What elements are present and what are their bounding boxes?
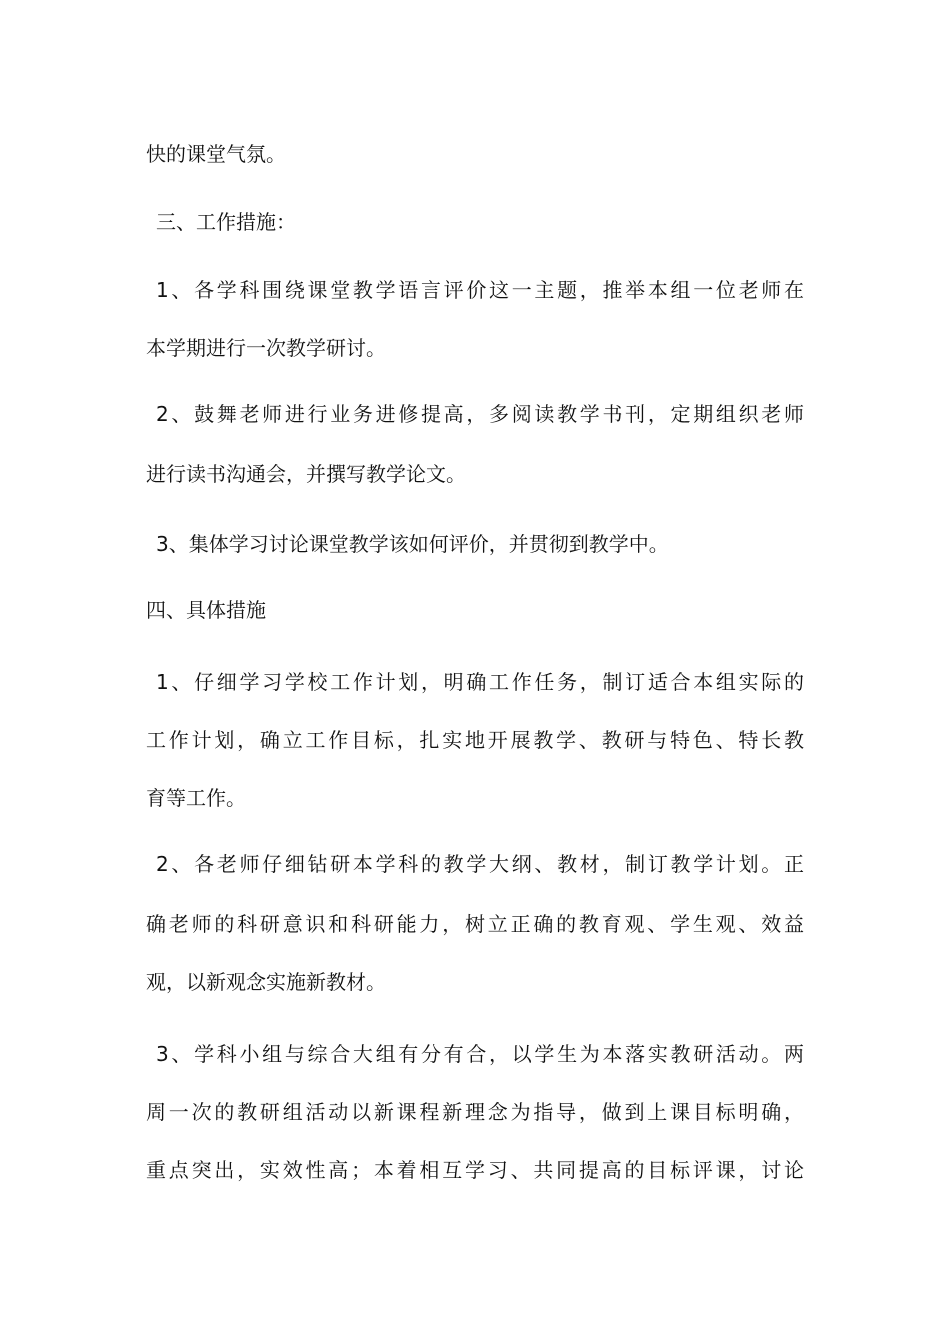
text-line: 重点突出，实效性高；本着相互学习、共同提高的目标评课，讨论 <box>146 1158 804 1182</box>
text-line: 育等工作。 <box>146 786 246 810</box>
text-line: 3、学科小组与综合大组有分有合，以学生为本落实教研活动。两 <box>156 1042 804 1066</box>
text-line: 快的课堂气氛。 <box>146 142 286 166</box>
text-line: 3、集体学习讨论课堂教学该如何评价，并贯彻到教学中。 <box>156 532 669 556</box>
text-line: 观，以新观念实施新教材。 <box>146 970 386 994</box>
text-line: 本学期进行一次教学研讨。 <box>146 336 386 360</box>
text-line: 2、各老师仔细钻研本学科的教学大纲、教材，制订教学计划。正 <box>156 852 804 876</box>
text-line: 1、各学科围绕课堂教学语言评价这一主题，推举本组一位老师在 <box>156 278 804 302</box>
text-line: 确老师的科研意识和科研能力，树立正确的教育观、学生观、效益 <box>146 912 804 936</box>
section-heading-3: 三、工作措施： <box>156 210 296 234</box>
section-heading-4: 四、具体措施 <box>146 598 266 622</box>
text-line: 周一次的教研组活动以新课程新理念为指导，做到上课目标明确， <box>146 1100 804 1124</box>
text-line: 2、鼓舞老师进行业务进修提高，多阅读教学书刊，定期组织老师 <box>156 402 804 426</box>
text-line: 1、仔细学习学校工作计划，明确工作任务，制订适合本组实际的 <box>156 670 804 694</box>
text-line: 进行读书沟通会，并撰写教学论文。 <box>146 462 466 486</box>
text-line: 工作计划，确立工作目标，扎实地开展教学、教研与特色、特长教 <box>146 728 804 752</box>
